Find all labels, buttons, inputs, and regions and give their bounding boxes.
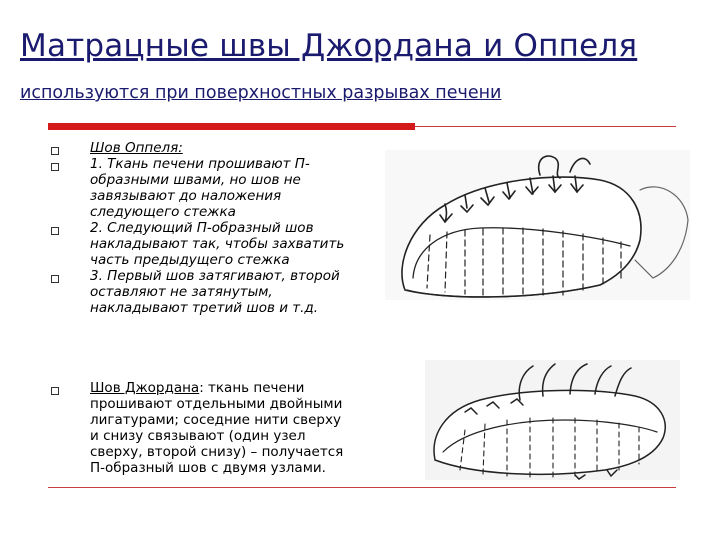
bullet-marker [51,163,59,171]
jordan-suture-illustration [425,360,680,480]
oppel-heading: Шов Оппеля: [90,140,183,156]
oppel-suture-illustration [385,150,690,300]
bottom-divider [48,487,676,488]
jordan-description: Шов Джордана: ткань печени прошивают отдельными двойными лигатурами; соседние нити сверху и снизу связывают (один узел сверху, второй снизу) – получается П-образный шов с двумя узлами. [90,380,344,476]
oppel-step-1: 1. Ткань печени прошивают П- образными швами, но шов не завязывают до наложения следующего стежка [90,156,310,220]
slide-subtitle: используются при поверхностных разрывах печени [20,83,502,103]
top-divider [415,126,676,127]
oppel-step-3: 3. Первый шов затягивают, второй оставляют не затянутым, накладывают третий шов и т.д. [90,268,340,316]
bullet-marker [51,387,59,395]
slide-title: Матрацные швы Джордана и Оппеля [20,28,638,64]
bullet-marker [51,147,59,155]
oppel-step-2: 2. Следующий П-образный шов накладывают так, чтобы захватить часть предыдущего стежка [90,220,345,268]
jordan-term: Шов Джордана [90,380,200,396]
bullet-marker [51,227,59,235]
accent-bar [48,123,415,130]
bullet-marker [51,275,59,283]
